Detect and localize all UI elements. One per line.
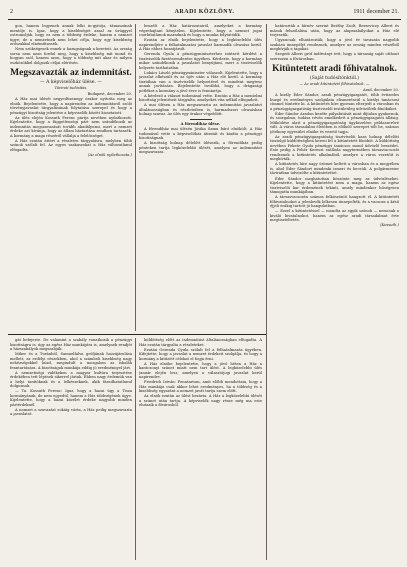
paragraph: Az ülés elején Kossuth Ferenc pártja nevében nyilatkozott. Kijelentette, hogy a függetlenségi párt nem szándékozik az indemnitás megszavazását tovább akadályozni, mert a nemzet érdeke azt kívánja, hogy az állam háztartása rendben tartassék. A kormány a maga részéről vállalja a felelősséget. [10,115,132,138]
paragraph: Szegedi Albert gróf indítványt tett, hogy a társaság saját otthont szerezzen a fővárosban. [270,52,399,61]
article-note: Távirati tudósítás. [54,86,88,91]
column-2 [139,24,262,331]
paragraph: A társasvacsorán számos felköszöntő hangzott el. A kitüntetett főhivatalnokot a jelenlevők lelkesen ünnepelték, és a vacsora a késő éjjeli órákig tartott jó hangulatban. [270,195,399,209]
paragraph: Gerenda Gyula a pénzügyminiszterhez intézett kérdést a tisztviselők fizetésrendezése ügyében. Kérdezte, hogy a kormány mikor szándékozik a javaslatot benyújtani, mert a tisztviselők helyzete tarthatatlan. [139,52,262,70]
paragraph: A kérdező a választ tudomásul vette. Ezután a Ház a mentelmi bizottság jelentéseit tárgyalta, amelyeket vita nélkül elfogadott. [139,93,262,103]
paragraph: Az aradi pénzügyigazgatóság tisztviselői kara holnap délelőtt tisztelgő küldöttségben keresi fel a kitüntetett főnököt. A küldöttség nevében Fekete Gyula pénzügyi tanácsos mond üdvözlő beszédet. Este pedig a Fehér Kereszt szálloda nagytermében társasvacsorát rendeznek a kitüntetés alkalmából, amelyre a város vezetőit is meghívták. [270,134,399,162]
signature: (Kossuth.) [380,223,399,228]
issue-date: 1911 december 21. [353,9,399,15]
article-headline: Megszavazták az indemnitást. [10,68,132,79]
article-dateline: Budapest, december 20. [87,91,132,96]
column-rule [135,338,136,560]
paragraph: küldöttség előtt az indemnitást általánosságban elfogadta. A Ház ezután tárgyalta a részleteket. [139,338,262,347]
page-number: 2 [10,9,13,15]
paragraph: A király Éder Sándor, aradi pénzügyigazgatót, több évtizedes buzgó és eredményes szolgálata elismeréseül a királyi tanácsosi címmel tüntette ki. A kitüntetés híre gyorsan elterjedt a városban és a pénzügyigazgatóság tisztviselői testületileg üdvözölték főnöküket. [270,93,399,111]
paragraph: Nem szükségesek ennek a hazugságnak a kereteit. Az ország sorsa nem azon fordul meg, hogy a kisebbség mit mond és hogyan szól, hanem azon, hogy a többség mit akar és milyen eszközökkel dolgozik céljai elérésén. [10,47,132,65]
paragraph: Ugyancsak elhatározták, hogy a jövő év tavaszán nagyobb szabású ünnepélyt rendeznek, amelyre az ország minden részéből meghívják a tagokat. [270,38,399,52]
paragraph: Az elnök ezután az ülést bezárta. A Ház a legközelebbi ülését a szünet után tartja. A képviselők nagy része még ma este elutazik a fővárosból. [139,394,262,408]
column-1 [10,24,132,331]
paragraph: Éder Sándor meghatottan köszönte meg az üdvözléseket. Kijelentette, hogy a kitüntetést nem a maga, hanem az egész tisztviselői kar érdemének tekinti, amely mindenkor hűségesen támogatta munkájában. [270,176,399,195]
section-subhead: A főrendiház ülése. [180,121,221,126]
article-headline: Kitüntetett aradi főhivatalnok. [272,64,397,75]
paragraph: Miker és a Turánból, Samuelfalva grófjának hozzájárulása mellett, az erdélyi részekben, ahol a számbeli kisebbség nagy nehézségekkel küzd, megindult a mozgalom az iskolák fenntartására. A bizottságok munkája eddig jó eredménnyel járt. [10,352,132,370]
feuilleton-rule [8,334,266,335]
paragraph: A kitüntetés híre nagy örömet keltett a városban és a megyében is, ahol Éder Sándort mindenki ismeri és becsüli. A polgármester táviratban üdvözölte a kitüntetettet. [270,162,399,176]
newspaper-page [8,6,401,562]
paragraph: A nemzetiségi vidékeken a magyar kultúra terjesztése érdekében tett lépések sikerrel jártak. Ebben nagy érdemük van a helyi tanítóknak és a lelkészeknek, akik fáradhatatlanul dolgoznak. [10,370,132,389]
article-dateline: Arad, december 20. [362,87,399,92]
paragraph: Ezután Gerenda Gyula szólalt fel a felhatalmazás ügyében. Kifejtette, hogy a javaslat a nemzet érdekeit szolgálja, és hogy a kormány a kitűzött célokat el fogja érni. [139,347,262,361]
paragraph: A főrendiház mai ülésén Jósika Samu báró elnökölt. A Ház tudomásul vette a képviselőház átiratát és kiadta a pénzügyi bizottságnak. [139,127,262,141]
column-rule [266,24,267,560]
separator [190,119,212,120]
article-subhead: (Saját tudósítónktól.) [309,75,360,81]
paragraph: gon, hanem legyenek annak lelki in-gyitója, támaszának mentője is. Igaz, hogy a kisebbséget azzal az ürüggyel ostromolják, hogy ez nem a többség érdeke, hanem a nemzet ügye; de a nemzetnek nem lehet célja, hogy egy kisebbség erőszakkal elnémíttassék. [10,24,132,46]
column-rule [135,24,136,331]
paragraph: beszélt a Ház határozatairól, amelyeket a kormány végrehajtani kénytelen. Kijelentette, hogy a nemzet jogai csorbítatlanok maradnak és hogy a munka folytatódik. [139,24,262,37]
paragraph: Friedrich István: Fenntartom, amit előbb mondottam, hogy a Ház munkája csak akkor lehet eredményes, ha a többség és a kisebbség egyaránt a nemzet javát tartja szem előtt. [139,380,262,394]
paragraph: határozták a hírnév szerint Beöthy Zsolt, Berzeviczy Albert és mások felszólalása után, hogy az alapszabályokat a Ház elé terjesztik. [270,24,399,37]
column-4 [10,338,132,560]
paper-title: ARADI KÖZLÖNY. [174,9,235,15]
paragraph: A Ház elnöke bejelentette, hogy a jövő héten a Ház a karácsonyi szünet miatt nem tart ülést. A legközelebbi ülés január elején lesz, amelyen a választójogi javaslat kerül napirendre. [139,361,262,380]
paragraph: gát befejezte. De valamint a szabály vonatkozik a pénzügyi bizottságra is, úgy az egész Ház munkájára is, amelynek rendjét a házszabályok megszabják. [10,338,132,351]
article-subhead: — A képviselőház ülése. — [40,79,102,85]
paragraph: — Ta. Kossuth Ferenc: Igaz, hogy a hazai ügy a Tisza kormányának, de nem egyedül, hanem a Ház többségének ügye. Kijelentette, hogy a hazai közélet érdeke nagyobb minden pártérdeknél. [10,389,132,407]
paragraph: A mai ülésen a Ház megszavazta az indemnitási javaslatot általánosságban és részleteiben is, harmadszori olvasásban holnap szavaz. Az ülés egy órakor végződött. [139,103,262,117]
paragraph: A Ház ezután áttért a részletes tárgyalásra, melyben több szónok szólalt fel. Az egyes szakaszokat a Ház változatlanul elfogadta. [10,138,132,152]
masthead [8,6,401,20]
paragraph: A bizottság holnap délelőtt ülésezik, a főrendiház pedig pénteken tartja legközelebbi ülését, amelyen az indemnitást megszavazza. [139,141,262,155]
paragraph: Éder Sándor Aradon kezdte pályafutását mint díjtalan gyakornok, és szorgalma, tudása révén emelkedett a pénzügyigazgatói állásig. Működése alatt a pénzügyigazgatóság ügykezelése példaszerűvé vált. A város társadalmi életében is előkelő szerepet tölt be, számos jótékony egyesület elnöke és vezető tagja. [270,111,399,134]
paragraph: A Ház mai ülését negyedtizenegy órakor nyitotta meg az elnök. Bejelentette, hogy a napirenden az indemnitásról szóló törvényjavaslat tárgyalásának folytatása szerepel és hogy a pénzügyi bizottság jelentése a képviselők között kiosztatott. [10,97,132,115]
column-5 [139,338,262,560]
paragraph: Ezután az elnök bejelentette, hogy a legközelebbi ülés napirendjére a felhatalmazási javaslat harmadik olvasása kerül. A Ház ehhez hozzájárult. [139,38,262,52]
signature: (Az elnök nyilatkozata.) [88,152,132,157]
paragraph: A nemzet a szavazást sokáig várta, a Ház pedig megszavazta a javaslatot. [10,407,132,417]
paragraph: — Ezzel a kitüntetéssel — mondta az egyik szónok — nemcsak a kiváló hivatalnokot, hanem az egész aradi társadalmat érte megtiszteltetés. [270,209,399,223]
article-note: — Az aradi kitüntetett főhivatalnok. — [299,82,370,87]
paragraph: Lukács László pénzügyminiszter válaszolt. Kijelentette, hogy a javaslat elkészült és az újév után a Ház elé kerül. A kormány tisztában van a tisztviselők helyzetével és mindent megtesz annak javítására. Bejelentette továbbá, hogy a drágasági pótlékot a kormány a jövő évre is fenntartja. [139,70,262,93]
column-3 [270,24,399,560]
